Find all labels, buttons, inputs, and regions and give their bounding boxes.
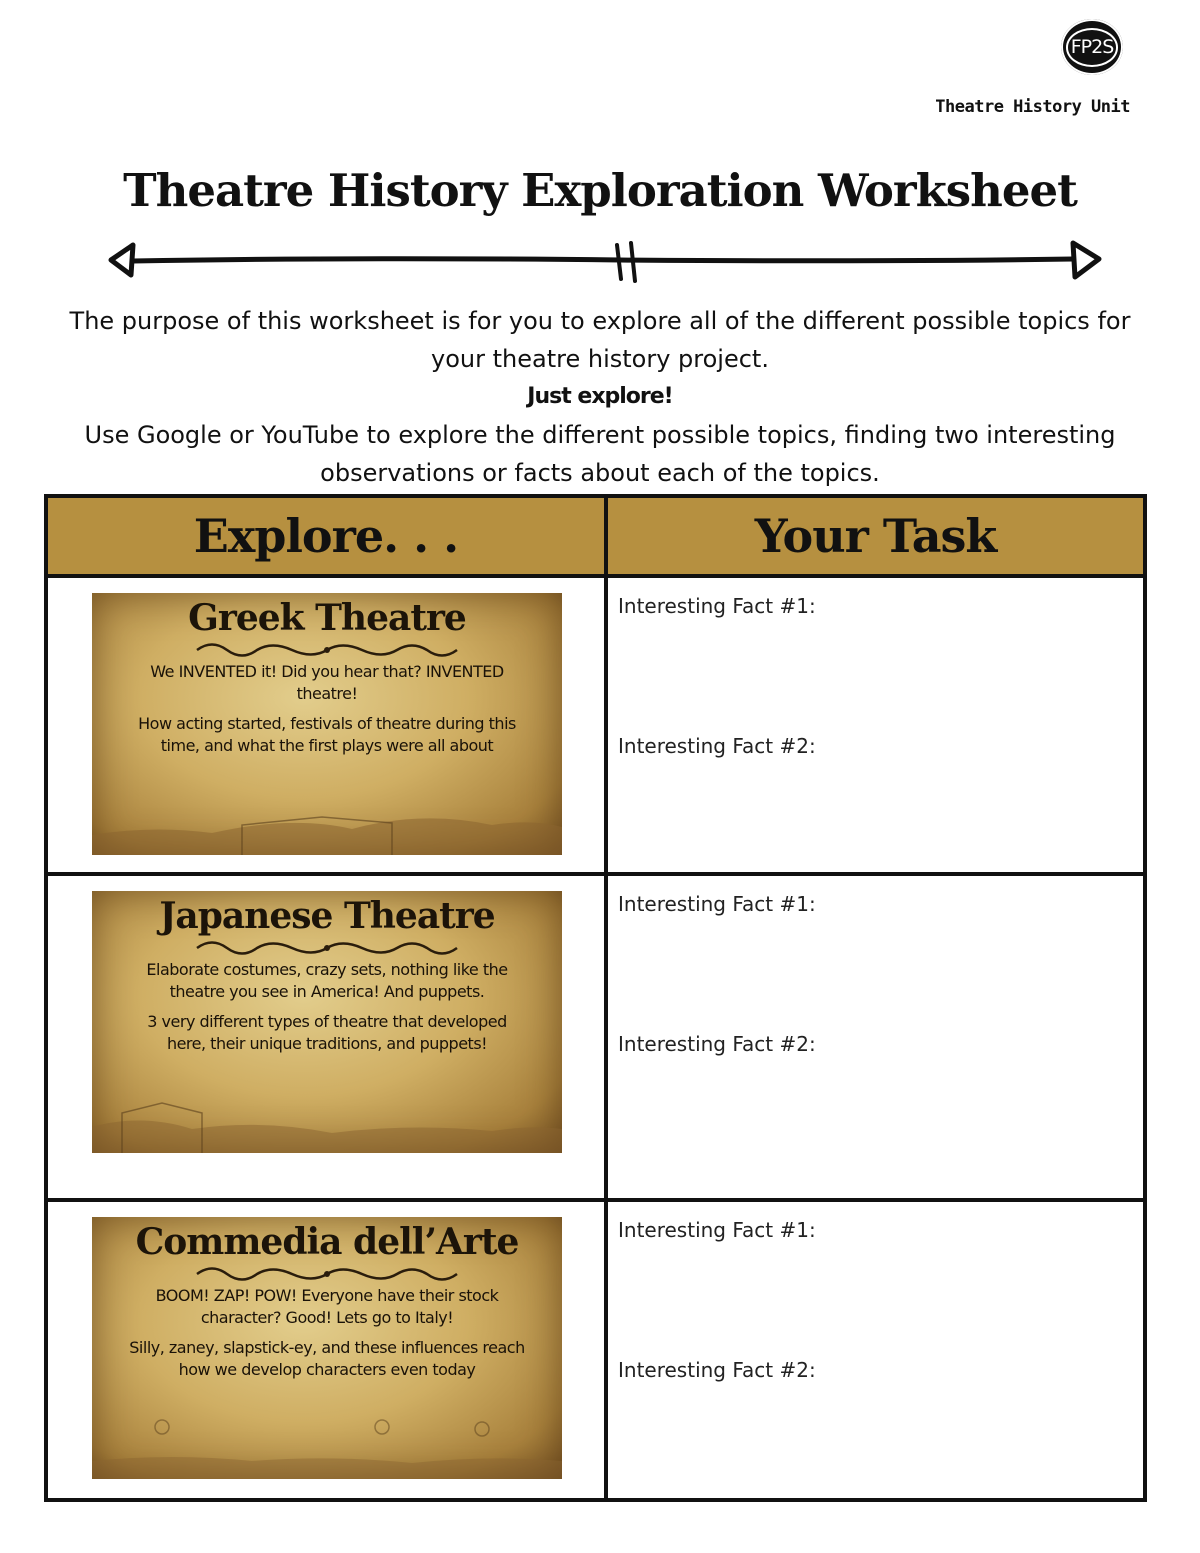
topic-card-cell — [46, 1200, 606, 1500]
greek-theatre-card — [92, 593, 562, 855]
logo-text: FP2S — [1066, 28, 1119, 67]
card-detail: How acting started, festivals of theatre during this time, and what the first plays were all about — [138, 714, 516, 755]
table-row-japanese — [46, 874, 1145, 1200]
task-cell[interactable] — [606, 576, 1145, 874]
table-row-greek — [46, 576, 1145, 874]
flourish-ornament — [192, 639, 462, 661]
fact-2-label: Interesting Fact #2: — [618, 734, 816, 758]
pagoda-illustration — [92, 1083, 562, 1153]
card-description: BOOM! ZAP! POW! Everyone have their stock character? Good! Lets go to Italy! — [155, 1286, 499, 1327]
task-cell[interactable] — [606, 874, 1145, 1200]
card-detail: Silly, zaney, slapstick-ey, and these influences reach how we develop characters even today — [129, 1338, 525, 1379]
card-description: Elaborate costumes, crazy sets, nothing like the theatre you see in America! And puppets. — [146, 960, 508, 1001]
intro-emphasis: Just explore! — [527, 384, 673, 409]
fact-2-label: Interesting Fact #2: — [618, 1032, 816, 1056]
task-cell[interactable] — [606, 1200, 1145, 1500]
flourish-ornament — [192, 937, 462, 959]
card-title: Greek Theatre — [188, 597, 466, 639]
flourish-ornament — [192, 1263, 462, 1285]
table-header-row — [46, 496, 1145, 576]
card-title: Japanese Theatre — [159, 895, 495, 937]
commedia-card — [92, 1217, 562, 1479]
performers-illustration — [92, 1409, 562, 1479]
worksheet-title: Theatre History Exploration Worksheet — [123, 164, 1077, 217]
intro-purpose: The purpose of this worksheet is for you to explore all of the different possible topics for your theatre history project. — [69, 307, 1131, 373]
japanese-theatre-card — [92, 891, 562, 1153]
card-detail: 3 very different types of theatre that developed here, their unique traditions, and puppets! — [147, 1012, 507, 1053]
fact-2-label: Interesting Fact #2: — [618, 1358, 816, 1382]
fp2s-logo — [1061, 19, 1123, 75]
topic-card-cell — [46, 874, 606, 1200]
fact-1-label: Interesting Fact #1: — [618, 1218, 816, 1242]
intro-instructions: Use Google or YouTube to explore the different possible topics, finding two interesting observations or facts about each of the topics. — [84, 421, 1116, 487]
unit-label: Theatre History Unit — [935, 97, 1130, 117]
instructions — [60, 302, 1140, 492]
table-row-commedia — [46, 1200, 1145, 1500]
decorative-arrow-divider — [105, 235, 1105, 285]
card-description: We INVENTED it! Did you hear that? INVENTED theatre! — [150, 662, 504, 703]
card-title: Commedia dell’Arte — [135, 1221, 519, 1263]
header-your-task: Your Task — [606, 496, 1145, 576]
header-explore: Explore. . . — [46, 496, 606, 576]
fact-1-label: Interesting Fact #1: — [618, 892, 816, 916]
ruins-illustration — [92, 785, 562, 855]
exploration-table — [44, 494, 1147, 1502]
fact-1-label: Interesting Fact #1: — [618, 594, 816, 618]
topic-card-cell — [46, 576, 606, 874]
